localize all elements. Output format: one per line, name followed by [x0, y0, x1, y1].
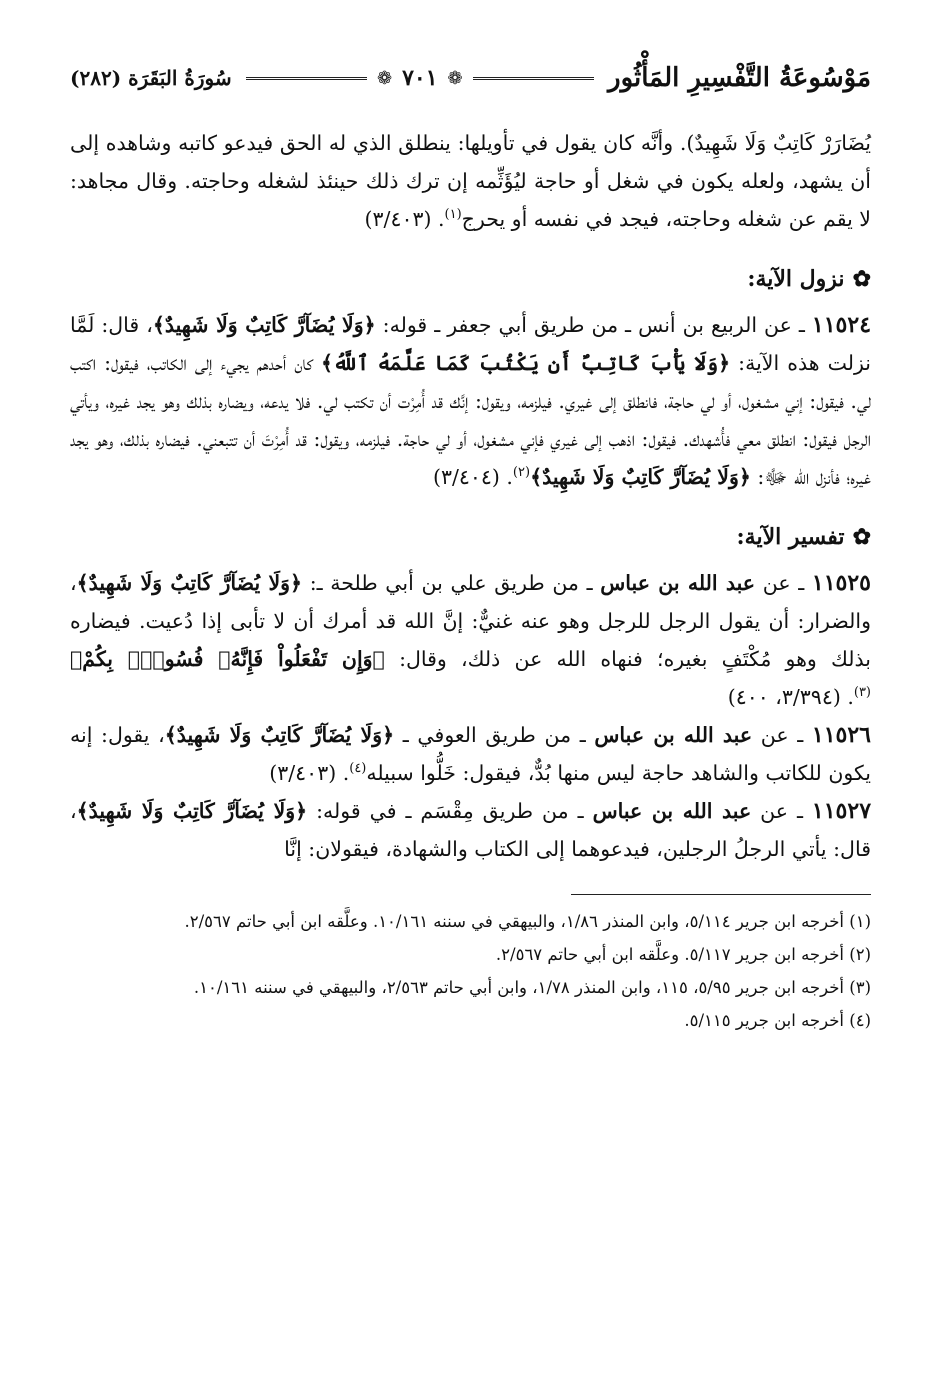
narration-text: ـ عن — [751, 799, 812, 823]
narration-text: ، قال: يأتي الرجلُ الرجلين، فيدعوهما إلى الكتاب والشهادة، فيقولان: إنَّا — [70, 799, 871, 861]
quran-verse: ﴿وَإِن تَفْعَلُواْ فَإِنَّهُۥ فُسُوقٌۢ بِكُمْ﴾ — [70, 647, 385, 671]
narrator-name: عبد الله بن عباس — [594, 723, 753, 747]
narration-text: كان أحدهم يجيء إلى الكاتب، فيقول: اكتب لي. فيقول: إني مشغول، أو لي حاجة، فانطلق إلى غيري. فيلزمه، ويقول: إنَّك قد أُمِرْت أن تكتب لي. فلا يدعه، ويضاره بذلك وهو يجد غيره، ويأتي الرجل فيقول: انطلق معي فأُشهدك. فيقول: اذهب إلى غيري فإني مشغول، أو لي حاجة. فيلزمه، ويقول: قد أُمِرْتَ أن تتبعني. فيضاره بذلك، وهو يجد غيره؛ فأنزل الله ﷻ: — [70, 351, 871, 489]
paragraph-text: يُضَارَرْ كَاتِبٌ وَلَا شَهِيدٌ). وأنَّه كان يقول في تأويلها: ينطلق الذي له الحق فيدعو كاتبه وشاهده إلى أن يشهد، ولعله يكون في شغل أو حاجة ليُؤَثِّمه إن ترك ذلك حينئذ لشغله وحاجته. وقال مجاهد: لا يقم عن شغله وحاجته، فيجد في نفسه أو يحرج — [70, 131, 871, 231]
section-title: تفسير الآية: — [736, 524, 845, 550]
volume-reference: . (٣/٤٠٣) — [269, 761, 350, 785]
footnote-divider — [571, 894, 871, 895]
footnote-marker: (١) — [444, 207, 462, 223]
section-heading-tafsir — [70, 518, 871, 556]
ornament-icon: ❁ — [447, 67, 463, 89]
narrator-name: عبد الله بن عباس — [592, 799, 752, 823]
narration-text: ، يقول: إنه يكون للكاتب والشاهد حاجة ليس منها بُدٌّ، فيقول: خَلُّوا سبيله — [70, 723, 871, 785]
narration-item — [70, 792, 871, 868]
header-rule-left — [246, 77, 367, 80]
page-number: ٧٠١ — [402, 65, 438, 91]
footnote-marker: (٤) — [349, 761, 367, 777]
volume-reference: . (٣/٤٠٤) — [432, 465, 513, 489]
narration-text: ـ من طريق العوفي ـ — [394, 723, 595, 747]
flower-icon: ✿ — [852, 524, 871, 550]
narration-item — [70, 564, 871, 716]
page — [70, 48, 871, 1339]
narrator-name: عبد الله بن عباس — [600, 571, 756, 595]
intro-paragraph — [70, 124, 871, 238]
volume-reference: . (٣/٤٠٣) — [364, 207, 445, 231]
footnotes — [70, 907, 871, 1035]
narration-text: ، قال: لَمَّا نزلت هذه الآية: — [70, 313, 871, 375]
main-text — [70, 124, 871, 868]
quran-verse: ﴿وَلَا يُضَآرَّ كَاتِبٌ وَلَا شَهِيدٌ﴾ — [530, 465, 751, 489]
narration-number: ١١٥٢٥ — [811, 570, 871, 596]
quran-verse: ﴿وَلَا يُضَآرَّ كَاتِبٌ وَلَا شَهِيدٌ﴾ — [76, 571, 303, 595]
footnote: (٣) أخرجه ابن جرير ٥/٩٥، ١١٥، وابن المنذر ١/٧٨، وابن أبي حاتم ٢/٥٦٣، والبيهقي في سننه ١٠/١٦١. — [193, 978, 871, 997]
narration-item — [70, 306, 871, 496]
quran-verse: ﴿وَلَا يُضَآرَّ كَاتِبٌ وَلَا شَهِيدٌ﴾ — [76, 799, 308, 823]
narration-text: ـ عن الربيع بن أنس ـ من طريق أبي جعفر ـ قوله: — [375, 313, 812, 337]
running-header — [70, 48, 871, 108]
page-number-rule — [246, 65, 594, 91]
footnote: (٤) أخرجه ابن جرير ٥/١١٥. — [684, 1011, 871, 1030]
narration-number: ١١٥٢٧ — [811, 798, 872, 824]
ornament-icon: ❁ — [377, 67, 393, 89]
narration-text: ـ عن — [752, 723, 812, 747]
narration-text: ـ عن — [755, 571, 812, 595]
flower-icon: ✿ — [852, 266, 871, 292]
quran-verse: ﴿وَلَا يُضَآرَّ كَاتِبٌ وَلَا شَهِيدٌ﴾ — [152, 313, 376, 337]
book-title: مَوْسُوعَةُ التَّفْسِيرِ المَأْثُور — [608, 63, 871, 93]
footnote: (٢) أخرجه ابن جرير ٥/١١٧. وعلَّقه ابن أبي حاتم ٢/٥٦٧. — [495, 945, 871, 964]
surah-reference: سُورَةُ البَقَرَة (٢٨٢) — [70, 66, 232, 90]
narration-text: ، والضرار: أن يقول الرجل للرجل وهو عنه غنيٌّ: إنَّ الله قد أمرك أن لا تأبى إذا دُعيت. فيضاره بذلك وهو مُكْتَفٍ بغيره؛ فنهاه الله عن ذلك، وقال: — [70, 571, 871, 671]
footnote-marker: (٢) — [512, 465, 531, 481]
quran-verse: ﴿وَلَا يُضَآرَّ كَاتِبٌ وَلَا شَهِيدٌ﴾ — [164, 723, 395, 747]
narration-number: ١١٥٢٤ — [811, 312, 872, 338]
section-title: نزول الآية: — [747, 266, 845, 292]
footnote-marker: (٣) — [853, 685, 871, 701]
narration-text: ـ من طريق علي بن أبي طلحة ـ: — [302, 571, 601, 595]
quran-verse: ﴿وَلَا يَأْبَ كَاتِبٌ أَن يَكْتُبَ كَمَا عَلَّمَهُ ٱللَّهُ﴾ — [320, 351, 731, 375]
narration-item — [70, 716, 871, 792]
section-heading-revelation — [70, 260, 871, 298]
header-rule-right — [473, 77, 594, 80]
narration-number: ١١٥٢٦ — [811, 722, 871, 748]
narration-text: ـ من طريق مِقْسَم ـ في قوله: — [307, 799, 593, 823]
volume-reference: . (٣/٣٩٤، ٤٠٠) — [727, 685, 854, 709]
footnote: (١) أخرجه ابن جرير ٥/١١٤، وابن المنذر ١/٨٦، والبيهقي في سننه ١٠/١٦١. وعلَّقه ابن أبي حاتم ٢/٥٦٧. — [184, 912, 871, 931]
